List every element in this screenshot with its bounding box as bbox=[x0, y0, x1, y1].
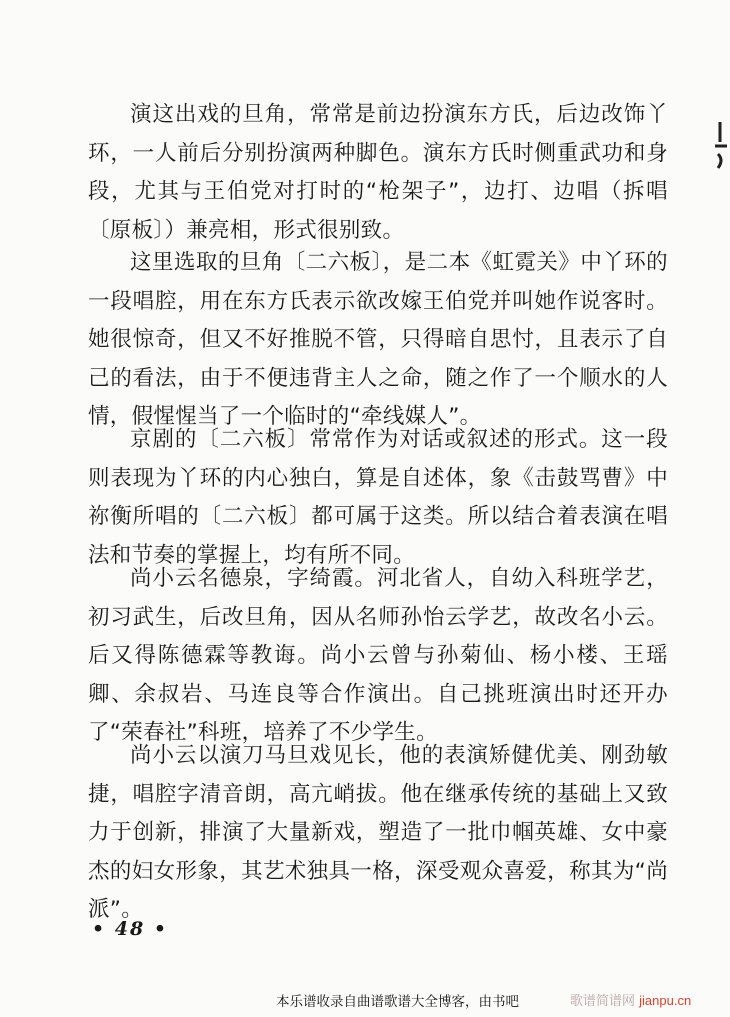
page-number: • 48 • bbox=[92, 918, 168, 940]
paragraph-5: 尚小云以演刀马旦戏见长，他的表演矫健优美、刚劲敏捷，唱腔字清音朗，高亢峭拔。他在继承传统的基础上又致力于创新，排演了大量新戏，塑造了一批巾帼英雄、女中豪杰的妇女形象，其艺术独具一格，深受观众喜爱，称其为“尚派”。 bbox=[88, 743, 668, 922]
margin-bleed-mark bbox=[712, 120, 730, 178]
watermark-domain: jianpu.cn bbox=[639, 993, 692, 1008]
watermark-text: 歌谱简谱网 bbox=[570, 994, 636, 1009]
paragraph-4: 尚小云名德泉，字绮霞。河北省人，自幼入科班学艺，初习武生，后改旦角，因从名师孙怡云学艺，故改名小云。后又得陈德霖等教诲。尚小云曾与孙菊仙、杨小楼、王瑶卿、余叔岩、马连良等合作演出。自己挑班演出时还开办了“荣春社”科班，培养了不少学生。 bbox=[88, 566, 668, 745]
paragraph-3: 京剧的〔二六板〕常常作为对话或叙述的形式。这一段则表现为丫环的内心独白，算是自述体，象《击鼓骂曹》中祢衡所唱的〔二六板〕都可属于这类。所以结合着表演在唱法和节奏的掌握上，均有所不同。 bbox=[88, 427, 668, 568]
paragraph-2: 这里选取的旦角〔二六板〕，是二本《虹霓关》中丫环的一段唱腔，用在东方氏表示欲改嫁王伯党并叫她作说客时。她很惊奇，但又不好推脱不管，只得暗自思忖，且表示了自己的看法，由于不便违背主人之命，随之作了一个顺水的人情，假惺惺当了一个临时的“牵线媒人”。 bbox=[88, 250, 668, 429]
paragraph-1: 演这出戏的旦角，常常是前边扮演东方氏，后边改饰丫环，一人前后分别扮演两种脚色。演东方氏时侧重武功和身段，尤其与王伯党对打时的“枪架子”，边打、边唱（拆唱〔原板〕）兼亮相，形式很别致。 bbox=[88, 102, 668, 243]
footer-note: 本乐谱收录自曲谱歌谱大全博客，由书吧 bbox=[276, 994, 519, 1010]
watermark bbox=[570, 990, 691, 1009]
